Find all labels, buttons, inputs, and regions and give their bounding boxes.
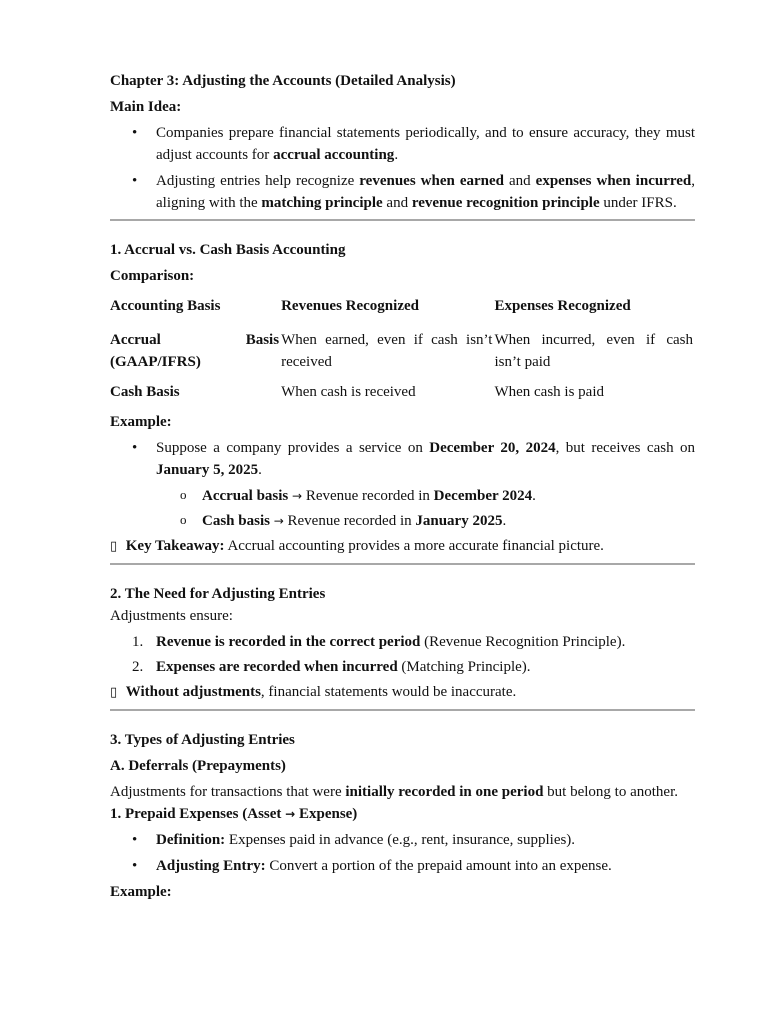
section-divider [110, 219, 695, 221]
table-cell: When cash is received [281, 384, 416, 400]
arrow-right-icon: → [285, 807, 296, 821]
list-item: • Definition: Expenses paid in advance (e.g., rent, insurance, supplies). [110, 829, 695, 851]
example-sub-list [110, 485, 695, 532]
example-label: Example: [110, 884, 172, 900]
comparison-label: Comparison: [110, 268, 195, 284]
prepaid-expenses-heading: 1. Prepaid Expenses (Asset → Expense) [110, 806, 358, 822]
section-divider [110, 563, 695, 565]
example-list [110, 437, 695, 481]
table-row [110, 377, 695, 407]
section-1-heading: 1. Accrual vs. Cash Basis Accounting [110, 242, 346, 258]
main-idea-list [110, 122, 695, 214]
table-cell: When cash is paid [494, 384, 605, 400]
example-label: Example: [110, 414, 172, 430]
arrow-right-icon: → [273, 514, 284, 528]
table-row [110, 325, 695, 377]
table-header: Expenses Recognized [494, 298, 631, 314]
list-item: o Accrual basis → Revenue recorded in December 2024. [110, 485, 695, 507]
deferrals-paragraph: Adjustments for transactions that were initially recorded in one period but belong to another. [110, 784, 678, 800]
list-item: • Adjusting Entry: Convert a portion of the prepaid amount into an expense. [110, 855, 695, 877]
chapter-title: Chapter 3: Adjusting the Accounts (Detailed Analysis) [110, 73, 456, 89]
table-cell: When incurred, even if cash isn’t paid [494, 332, 693, 370]
table-cell: Accrual Basis (GAAP/IFRS) [110, 332, 280, 370]
section-2-intro: Adjustments ensure: [110, 608, 233, 624]
list-item: o Cash basis → Revenue recorded in January 2025. [110, 510, 695, 532]
arrow-right-icon: → [292, 489, 303, 503]
table-header: Revenues Recognized [281, 298, 419, 314]
section-divider [110, 709, 695, 711]
list-item: • Suppose a company provides a service on December 20, 2024, but receives cash on January 5, 2025. [110, 437, 695, 481]
list-item: 1. Revenue is recorded in the correct period (Revenue Recognition Principle). [132, 634, 626, 650]
missing-glyph-icon: ▯ [110, 685, 118, 700]
deferrals-heading: A. Deferrals (Prepayments) [110, 758, 286, 774]
list-item: • Companies prepare financial statements periodically, and to ensure accuracy, they must adjust accounts for accrual accounting. [110, 122, 695, 166]
table-header: Accounting Basis [110, 298, 221, 314]
table-header-row [110, 291, 695, 325]
list-item: • Adjusting entries help recognize revenues when earned and expenses when incurred, aligning with the matching principle and revenue recognition principle under IFRS. [110, 170, 695, 214]
list-item: 2. Expenses are recorded when incurred (Matching Principle). [132, 659, 531, 675]
missing-glyph-icon: ▯ [110, 539, 118, 554]
document-page [110, 70, 695, 903]
prepaid-list [110, 829, 695, 877]
main-idea-label: Main Idea: [110, 99, 182, 115]
adjustments-list [110, 631, 695, 678]
section-2-heading: 2. The Need for Adjusting Entries [110, 586, 326, 602]
table-cell: When earned, even if cash isn’t received [281, 332, 493, 370]
warning-note: ▯ Without adjustments, financial statements would be inaccurate. [110, 681, 695, 704]
comparison-table [110, 291, 695, 407]
section-3-heading: 3. Types of Adjusting Entries [110, 732, 295, 748]
table-cell: Cash Basis [110, 384, 180, 400]
key-takeaway: ▯ Key Takeaway: Accrual accounting provides a more accurate financial picture. [110, 535, 695, 558]
